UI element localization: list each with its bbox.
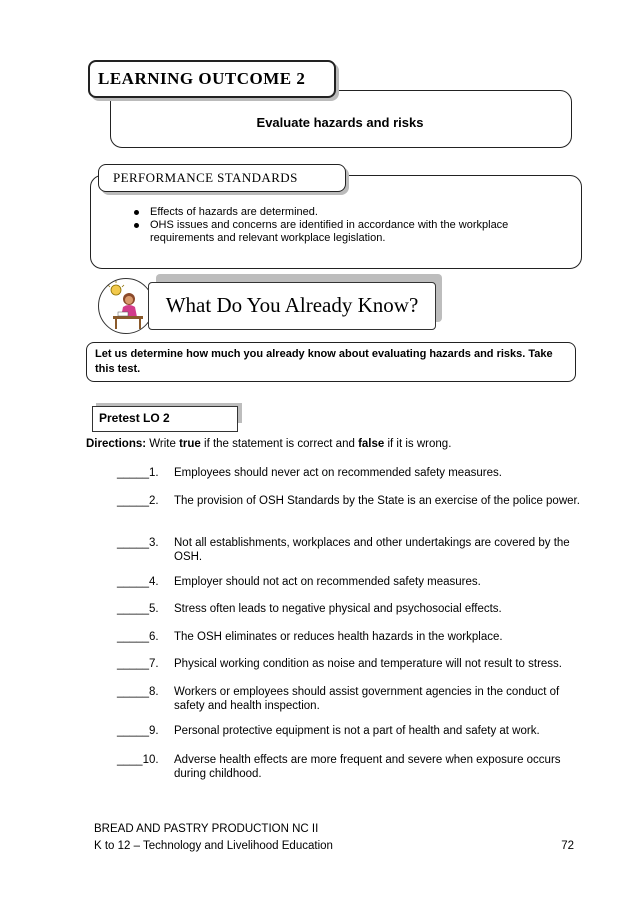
answer-blank[interactable]: _____6.	[117, 631, 159, 643]
performance-standards-tab: PERFORMANCE STANDARDS	[98, 164, 346, 192]
answer-blank[interactable]: _____8.	[117, 686, 159, 698]
question-text: Employer should not act on recommended safety measures.	[174, 576, 481, 588]
question-text: Adverse health effects are more frequent and severe when exposure occurs during childhood.	[174, 754, 561, 780]
page-number: 72	[561, 840, 574, 852]
student-at-desk-icon	[98, 278, 154, 334]
directions	[86, 438, 586, 450]
question-text: Workers or employees should assist government agencies in the conduct of safety and health inspection.	[174, 686, 560, 712]
question-text: Employees should never act on recommended safety measures.	[174, 467, 502, 479]
directions-text-2: if the statement is correct and	[200, 438, 359, 450]
intro-box: Let us determine how much you already know about evaluating hazards and risks. Take this test.	[86, 342, 576, 382]
directions-text-1: Write	[146, 438, 180, 450]
performance-standards-list	[132, 206, 562, 245]
answer-blank[interactable]: ____10.	[117, 754, 159, 766]
answer-blank[interactable]: _____1.	[117, 467, 159, 479]
footer-course: BREAD AND PASTRY PRODUCTION NC II	[94, 823, 319, 835]
answer-blank[interactable]: _____5.	[117, 603, 159, 615]
question-text: Personal protective equipment is not a part of health and safety at work.	[174, 725, 540, 737]
footer-program-text: K to 12 – Technology and Livelihood Education	[94, 840, 333, 852]
directions-true-word: true	[179, 438, 201, 450]
section-title: What Do You Already Know?	[148, 282, 436, 330]
question-text: The OSH eliminates or reduces health hazards in the workplace.	[174, 631, 503, 643]
question-text: The provision of OSH Standards by the State is an exercise of the police power.	[174, 495, 580, 507]
answer-blank[interactable]: _____9.	[117, 725, 159, 737]
question-text: Stress often leads to negative physical and psychosocial effects.	[174, 603, 502, 615]
directions-false-word: false	[358, 438, 385, 450]
directions-label: Directions:	[86, 438, 147, 450]
answer-blank[interactable]: _____7.	[117, 658, 159, 670]
list-item: OHS issues and concerns are identified in accordance with the workplace requirements and relevant workplace legislation.	[132, 219, 562, 245]
answer-blank[interactable]: _____2.	[117, 495, 159, 507]
question-text: Not all establishments, workplaces and other undertakings are covered by the OSH.	[174, 537, 570, 563]
footer-program	[94, 840, 574, 852]
question-text: Physical working condition as noise and temperature will not result to stress.	[174, 658, 562, 670]
learning-outcome-text: Evaluate hazards and risks	[256, 115, 424, 130]
answer-blank[interactable]: _____4.	[117, 576, 159, 588]
answer-blank[interactable]: _____3.	[117, 537, 159, 549]
directions-text-3: if it is wrong.	[384, 438, 452, 450]
list-item: Effects of hazards are determined.	[132, 206, 562, 219]
pretest-tab: Pretest LO 2	[92, 406, 238, 432]
learning-outcome-tab: LEARNING OUTCOME 2	[88, 60, 336, 98]
